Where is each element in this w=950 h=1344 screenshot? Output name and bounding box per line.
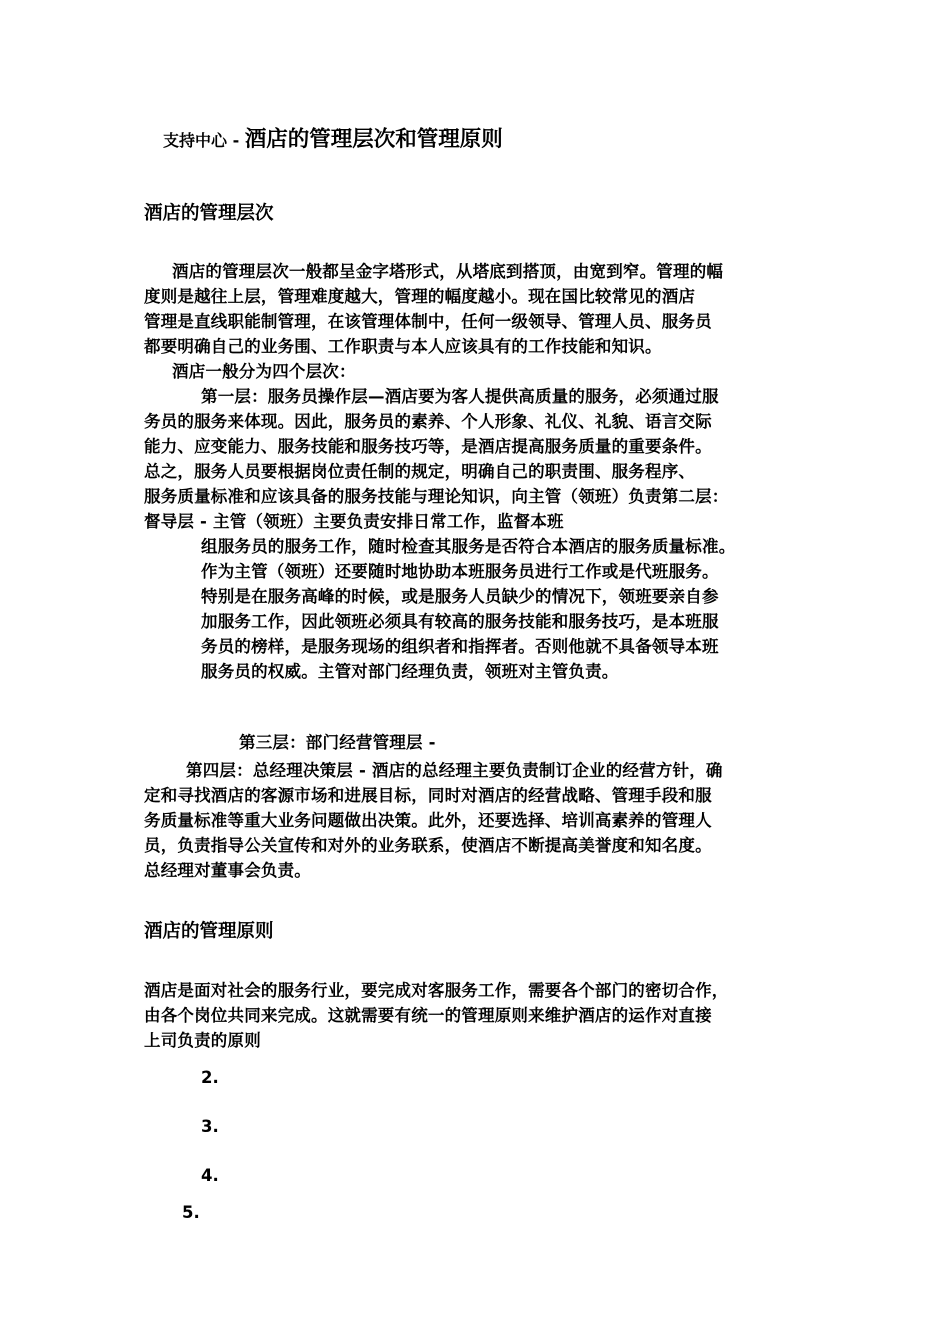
title-main: 酒店的管理层次和管理原则 [244,127,503,152]
level4-line: 定和寻找酒店的客源市场和进展目标，同时对酒店的经营战略、管理手段和服 [144,786,712,805]
principles-line: 由各个岗位共同来完成。这就需要有统一的管理原则来维护酒店的运作对直接 [144,1006,712,1025]
level2-line: 特别是在服务高峰的时候，或是服务人员缺少的情况下，领班要亲自参 [201,587,719,606]
list-number: 2. [201,1068,219,1087]
paragraph-line: 都要明确自己的业务围、工作职责与本人应该具有的工作技能和知识。 [144,337,662,356]
level1-line: 第一层：服务员操作层—酒店要为客人提供高质量的服务，必须通过服 [201,387,719,406]
level1-line: 总之，服务人员要根据岗位责任制的规定，明确自己的职责围、服务程序、 [144,462,696,481]
level2-line: 组服务员的服务工作，随时检查其服务是否符合本酒店的服务质量标准。 [201,537,736,556]
levels-intro: 酒店一般分为四个层次： [172,362,356,381]
level4-line: 务质量标准等重大业务问题做出决策。此外，还要选择、培训高素养的管理人 [144,811,712,830]
level4-line: 员，负责指导公关宣传和对外的业务联系，使酒店不断提高美誉度和知名度。 [144,836,712,855]
level1-line: 务员的服务来体现。因此，服务员的素养、个人形象、礼仪、礼貌、语言交际 [144,412,712,431]
list-number: 4. [201,1166,219,1185]
list-number: 5. [182,1203,200,1222]
level1-line: 能力、应变能力、服务技能和服务技巧等，是酒店提高服务质量的重要条件。 [144,437,712,456]
level2-line: 务员的榜样，是服务现场的组织者和指挥者。否则他就不具备领导本班 [201,637,719,656]
level1-line: 督导层 - 主管（领班）主要负责安排日常工作，监督本班 [144,512,564,531]
level4-line: 第四层：总经理决策层 - 酒店的总经理主要负责制订企业的经营方针，确 [186,761,723,780]
document-title [163,122,503,153]
level1-line: 服务质量标准和应该具备的服务技能与理论知识，向主管（领班）负责第二层： [144,487,729,506]
level2-line: 服务员的权威。主管对部门经理负责，领班对主管负责。 [201,662,619,681]
principles-line: 上司负责的原则 [144,1031,261,1050]
paragraph-line: 度则是越往上层，管理难度越大，管理的幅度越小。现在国比较常见的酒店 [144,287,696,306]
level2-line: 作为主管（领班）还要随时地协助本班服务员进行工作或是代班服务。 [201,562,719,581]
section-heading-principles: 酒店的管理原则 [144,921,274,942]
title-prefix: 支持中心 - [163,131,245,150]
principles-line: 酒店是面对社会的服务行业，要完成对客服务工作，需要各个部门的密切合作， [144,981,729,1000]
level3-line: 第三层：部门经营管理层 - [239,733,436,752]
level4-line: 总经理对董事会负责。 [144,861,311,880]
paragraph-line: 酒店的管理层次一般都呈金字塔形式，从塔底到搭顶，由宽到窄。管理的幅 [172,262,724,281]
list-number: 3. [201,1117,219,1136]
level2-line: 加服务工作，因此领班必须具有较高的服务技能和服务技巧，是本班服 [201,612,719,631]
section-heading-levels: 酒店的管理层次 [144,203,274,224]
paragraph-line: 管理是直线职能制管理，在该管理体制中，任何一级领导、管理人员、服务员 [144,312,712,331]
